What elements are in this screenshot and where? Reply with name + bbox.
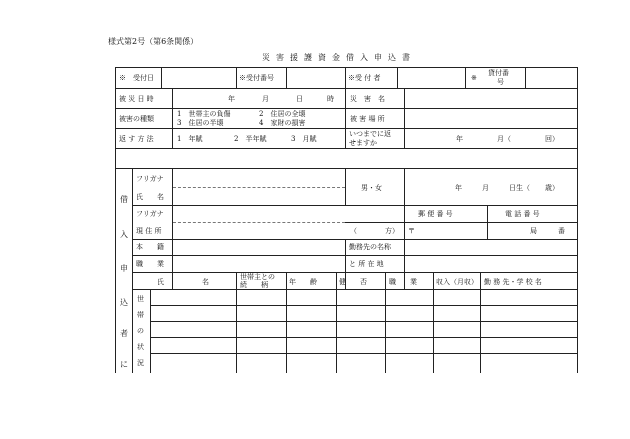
repayment-option-semiannual[interactable]: 2 半年賦 (234, 135, 267, 143)
repayment-deadline-label-2: せますか (349, 139, 377, 147)
postal-mark: 〒 (408, 227, 415, 235)
address-field[interactable] (173, 223, 344, 238)
section-label-5: 者 (120, 329, 128, 338)
household-side-label-5: 況 (137, 359, 144, 367)
page-title: 災害援護資金借入申込書 (262, 53, 416, 62)
postal-code-field[interactable] (418, 223, 485, 238)
table-row[interactable] (151, 354, 577, 372)
receiver-field[interactable] (398, 68, 464, 87)
loan-mark: ※ (471, 74, 477, 82)
household-header-name: 氏 名 (157, 278, 217, 286)
phone-label: 電 話 番 号 (505, 210, 540, 218)
household-header-income: 収入（月収） (436, 278, 478, 286)
table-row[interactable] (151, 306, 577, 320)
domicile-label: 本 籍 (136, 243, 164, 251)
reception-number-field[interactable] (287, 68, 344, 87)
section-label-2: 入 (120, 230, 128, 239)
repayment-deadline-label-1: いつまでに返 (349, 130, 391, 138)
birth-month-unit: 月 (482, 184, 489, 192)
furigana-label: フリガナ (136, 175, 164, 183)
occupation-label: 職 業 (136, 260, 164, 268)
damage-place-label: 被 害 場 所 (350, 115, 385, 123)
repayment-option-monthly[interactable]: 3 月賦 (291, 135, 317, 143)
age-unit: 歳） (545, 184, 559, 192)
name-label: 氏 名 (136, 193, 164, 201)
disaster-date-label: 被 災 日 時 (119, 95, 154, 103)
table-row[interactable] (151, 290, 577, 304)
damage-option-3[interactable]: 3 住居の半壊 (177, 119, 224, 127)
damage-option-4[interactable]: 4 家財の損害 (259, 119, 306, 127)
household-side-label-4: 状 (137, 343, 144, 351)
repayment-option-annual[interactable]: 1 年賦 (177, 135, 203, 143)
address-care-of: （ 方） (350, 227, 399, 235)
section-label-3: 申 (120, 264, 128, 273)
domicile-field[interactable] (173, 240, 344, 254)
gender-select[interactable]: 男・女 (361, 184, 382, 192)
household-side-label-1: 世 (137, 295, 144, 303)
postal-code-label: 郵 便 番 号 (418, 210, 453, 218)
occupation-field[interactable] (173, 256, 344, 271)
household-header-age: 年 齢 (289, 278, 317, 286)
birth-day-unit: 日生（ (509, 184, 530, 192)
section-label-6: に (120, 360, 128, 369)
damage-option-2[interactable]: 2 住居の全壊 (259, 110, 306, 118)
repayment-times-unit: 回） (545, 135, 559, 143)
workplace-name-field[interactable] (405, 240, 576, 254)
damage-place-field[interactable] (405, 109, 576, 127)
loan-number-label-1: 貸付番 (488, 69, 509, 77)
name-field[interactable] (173, 188, 344, 204)
household-header-relation-2: 続 柄 (240, 281, 268, 289)
household-header-school: 勤 務 先・学 校 名 (484, 278, 542, 286)
workplace-name-label: 勤務先の名称 (349, 243, 391, 251)
damage-option-1[interactable]: 1 世帯主の負傷 (177, 110, 231, 118)
workplace-address-label: と 所 在 地 (349, 260, 384, 268)
repayment-month-unit: 月（ (497, 135, 511, 143)
table-row[interactable] (151, 322, 577, 336)
reception-date-field[interactable] (162, 68, 235, 87)
household-header-job: 職 業 (389, 278, 417, 286)
table-row[interactable] (151, 338, 577, 352)
repayment-method-label: 返 す 方 法 (119, 135, 154, 143)
furigana2-label: フリガナ (136, 210, 164, 218)
form-id: 様式第2号（第6条関係） (108, 37, 199, 46)
reception-date-label: ※ 受付日 (119, 74, 154, 82)
disaster-name-field[interactable] (405, 89, 576, 107)
repayment-year-unit: 年 (456, 135, 463, 143)
household-side-label-2: 帯 (137, 311, 144, 319)
disaster-day-unit: 日 (296, 95, 303, 103)
reception-number-label: ※受付番号 (239, 74, 274, 82)
phone-exchange-label: 局 番 (530, 227, 565, 235)
section-label-1: 借 (120, 195, 128, 204)
household-header-health: 健 否 (339, 278, 367, 286)
loan-number-label-2: 号 (497, 78, 504, 86)
disaster-hour-unit: 時 (327, 95, 334, 103)
household-side-label-3: の (137, 327, 144, 335)
disaster-year-unit: 年 (228, 95, 235, 103)
workplace-address-field[interactable] (405, 256, 576, 271)
household-header-relation-1: 世帯主との (240, 273, 275, 281)
address-label: 現 住 所 (136, 227, 162, 235)
disaster-name-label: 災 害 名 (350, 95, 385, 103)
damage-type-label: 被害の種類 (119, 115, 154, 123)
receiver-label: ※受 付 者 (348, 74, 381, 82)
disaster-month-unit: 月 (262, 95, 269, 103)
birth-year-unit: 年 (455, 184, 462, 192)
loan-number-field[interactable] (526, 68, 576, 87)
section-label-4: 込 (120, 298, 128, 307)
